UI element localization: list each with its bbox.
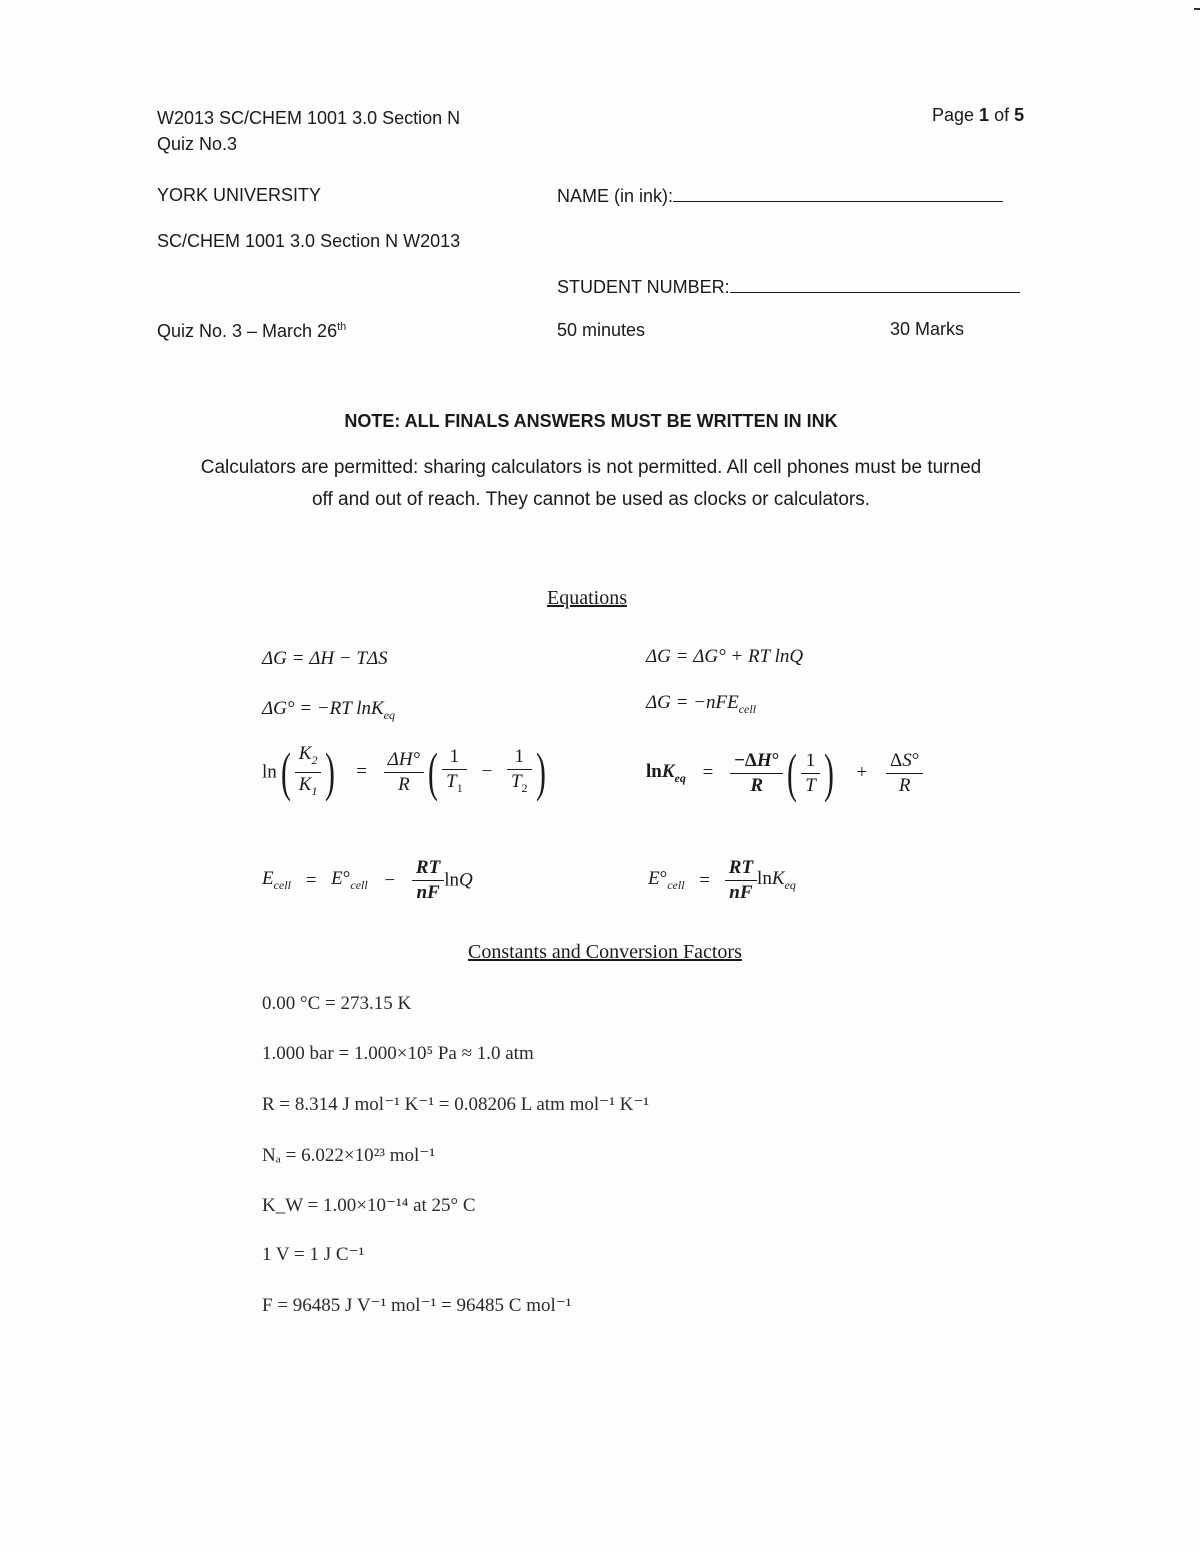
gibbs-k-equation	[262, 698, 395, 723]
page-total: 5	[1014, 105, 1025, 125]
gibbs-cell-sub: cell	[738, 701, 757, 716]
name-field[interactable]	[557, 183, 1003, 207]
constant-item: 0.00 °C = 273.15 K	[262, 993, 412, 1014]
student-number-blank[interactable]	[730, 274, 1020, 293]
ink-note: NOTE: ALL FINALS ANSWERS MUST BE WRITTEN IN INK	[344, 411, 838, 431]
constant-item: F = 96485 J V⁻¹ mol⁻¹ = 96485 C mol⁻¹	[262, 1295, 572, 1316]
instructions-line-1: Calculators are permitted: sharing calculators is not permitted. All cell phones must be turned	[200, 457, 982, 478]
page-number	[932, 105, 1024, 126]
gibbs-q-equation: ΔG = ΔG° + RT lnQ	[646, 646, 804, 667]
quiz-date	[157, 321, 346, 342]
course-title: SC/CHEM 1001 3.0 Section N W2013	[157, 231, 461, 251]
quiz-header: Quiz No.3	[157, 134, 238, 154]
name-blank[interactable]	[673, 183, 1003, 202]
constants-heading: Constants and Conversion Factors	[468, 941, 742, 963]
constant-item: 1 V = 1 J C⁻¹	[262, 1244, 365, 1265]
constant-item: 1.000 bar = 1.000×10⁵ Pa ≈ 1.0 atm	[262, 1043, 534, 1064]
gibbs-cell-equation	[646, 692, 756, 717]
gibbs-equation: ΔG = ΔH − TΔS	[262, 648, 388, 669]
nernst-equation: $E_{cell} = E^\circ_{cell}$ − $\frac{RT}{nF}$ lnQ	[262, 857, 473, 903]
student-number-field[interactable]	[557, 274, 1020, 298]
constant-item: Nₐ = 6.022×10²³ mol⁻¹	[262, 1145, 436, 1166]
quiz-date-suffix: th	[337, 321, 347, 333]
page-prefix: Page	[932, 105, 980, 125]
scan-edge-mark	[1194, 8, 1200, 10]
name-label: NAME (in ink):	[557, 186, 674, 206]
page-of: of	[989, 105, 1015, 125]
cell-potential-equation: $E^\circ_{cell}$ = $\frac{RT}{nF}$ lnK$_{eq}$	[648, 857, 796, 903]
vant-hoff-equation: lnK$_{eq}$ = $\frac{-\Delta H^\circ}{R}$ ( $\frac{1}{T}$ ) + $\frac{\Delta S^\circ}{R}$	[646, 746, 923, 800]
vant-hoff-two-temp-equation: ln( $\frac{K_2}{K_1}$ ) = $\frac{\Delta H^\circ}{R}$ ( $\frac{1}{T_1}$ − $\frac{1}{T_2}$ )	[262, 742, 546, 803]
university: YORK UNIVERSITY	[157, 185, 322, 205]
gibbs-cell-text: ΔG = −nFE	[646, 692, 739, 713]
constant-item: K_W = 1.00×10⁻¹⁴ at 25° C	[262, 1195, 476, 1216]
duration: 50 minutes	[557, 320, 646, 340]
course-header: W2013 SC/CHEM 1001 3.0 Section N	[157, 108, 461, 128]
instructions-line-2: off and out of reach. They cannot be used as clocks or calculators.	[311, 489, 870, 510]
equations-heading: Equations	[547, 587, 627, 609]
gibbs-k-sub: eq	[383, 707, 395, 722]
marks: 30 Marks	[890, 319, 965, 339]
quiz-date-text: Quiz No. 3 – March 26	[157, 321, 338, 341]
constant-item: R = 8.314 J mol⁻¹ K⁻¹ = 0.08206 L atm mol⁻¹ K⁻¹	[262, 1094, 650, 1115]
student-number-label: STUDENT NUMBER:	[557, 277, 730, 297]
page-current: 1	[979, 105, 990, 125]
gibbs-k-text: ΔG° = −RT lnK	[262, 698, 384, 719]
